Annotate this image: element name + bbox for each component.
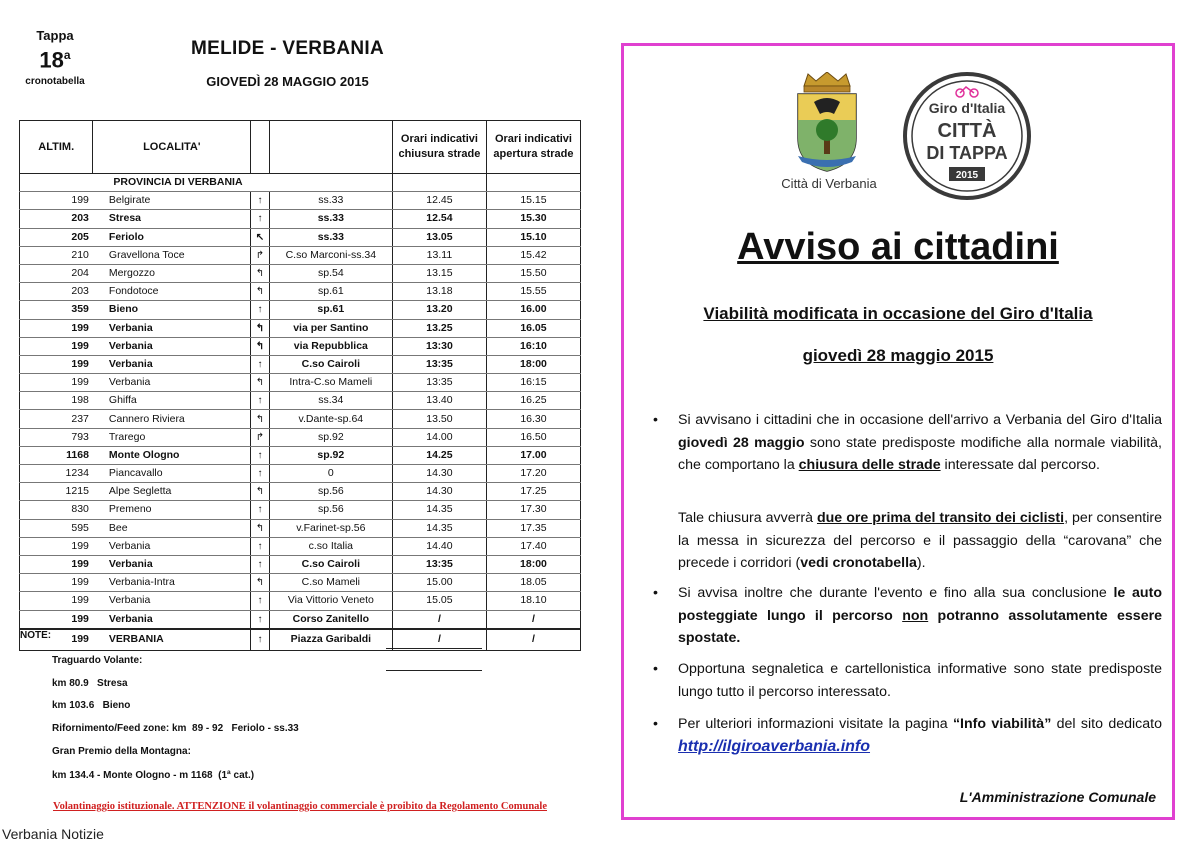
table-row	[20, 592, 581, 610]
street-cell: ss.33	[269, 192, 392, 210]
location-cell: Mergozzo	[93, 264, 251, 282]
divider	[386, 648, 482, 649]
altitude-cell: 203	[20, 283, 93, 301]
location-cell: Bee	[93, 519, 251, 537]
street-cell: sp.54	[269, 264, 392, 282]
street-cell: sp.56	[269, 483, 392, 501]
opening-time-cell: 16:15	[486, 374, 580, 392]
location-cell: Verbania	[93, 537, 251, 555]
altitude-cell: 199	[20, 355, 93, 373]
opening-time-cell: 15.30	[486, 210, 580, 228]
table-row	[20, 465, 581, 483]
opening-time-cell: 17.25	[486, 483, 580, 501]
bullet-icon: •	[653, 661, 658, 677]
route-title: MELIDE - VERBANIA	[191, 38, 384, 59]
table-row	[20, 501, 581, 519]
street-cell: via per Santino	[269, 319, 392, 337]
altitude-cell: 793	[20, 428, 93, 446]
street-cell: ss.33	[269, 228, 392, 246]
direction-arrow-icon: ↰	[251, 319, 270, 337]
table-row	[20, 555, 581, 573]
paragraph-parked-cars: • Si avvisa inoltre che durante l'evento e fino alla sua conclusione le auto posteggiate lungo il percorso non potranno assolutamente essere spostate.	[678, 582, 1162, 650]
opening-time-cell: 17.20	[486, 465, 580, 483]
closing-time-cell: 14.30	[392, 483, 486, 501]
altitude-cell: 199	[20, 192, 93, 210]
closing-time-cell: 13.50	[392, 410, 486, 428]
info-link[interactable]: http://ilgiroaverbania.info	[678, 737, 871, 755]
altitude-cell: 359	[20, 301, 93, 319]
opening-time-cell: 15.15	[486, 192, 580, 210]
location-cell: Verbania-Intra	[93, 574, 251, 592]
header-direction	[251, 121, 270, 174]
direction-arrow-icon: ↑	[251, 465, 270, 483]
direction-arrow-icon: ↑	[251, 392, 270, 410]
location-cell: Gravellona Toce	[93, 246, 251, 264]
divider	[386, 670, 482, 671]
closing-time-cell: 15.05	[392, 592, 486, 610]
table-row	[20, 283, 581, 301]
closing-time-cell: 14.25	[392, 446, 486, 464]
table-row	[20, 483, 581, 501]
bullet-icon: •	[653, 585, 658, 601]
signature: L'Amministrazione Comunale	[959, 789, 1156, 805]
closing-time-cell: 13:30	[392, 337, 486, 355]
direction-arrow-icon: ↖	[251, 228, 270, 246]
location-cell: VERBANIA	[93, 629, 251, 651]
altitude-cell: 199	[20, 629, 93, 651]
street-cell: Piazza Garibaldi	[269, 629, 392, 651]
note-km-stresa: km 80.9 Stresa	[52, 678, 128, 689]
altitude-cell: 199	[20, 592, 93, 610]
verbania-crest-icon	[794, 72, 860, 172]
table-row	[20, 410, 581, 428]
bullet-icon: •	[653, 716, 658, 732]
table-row	[20, 337, 581, 355]
location-cell: Verbania	[93, 592, 251, 610]
opening-time-cell: 18:00	[486, 355, 580, 373]
direction-arrow-icon: ↰	[251, 337, 270, 355]
altitude-cell: 198	[20, 392, 93, 410]
location-cell: Fondotoce	[93, 283, 251, 301]
gpm-label: Gran Premio della Montagna:	[52, 746, 191, 757]
street-cell: ss.33	[269, 210, 392, 228]
closing-time-cell: 13.20	[392, 301, 486, 319]
closing-time-cell: 13.18	[392, 283, 486, 301]
direction-arrow-icon: ↑	[251, 501, 270, 519]
location-cell: Alpe Segletta	[93, 483, 251, 501]
closing-time-cell: 12.45	[392, 192, 486, 210]
direction-arrow-icon: ↱	[251, 428, 270, 446]
paragraph-road-closures: • Si avvisano i cittadini che in occasione dell'arrivo a Verbania del Giro d'Italia giovedì 28 maggio sono state predisposte modifiche alla normale viabilità, che comportano la chiusura delle strade interessate dal percorso.	[678, 409, 1162, 477]
location-cell: Ghiffa	[93, 392, 251, 410]
table-row	[20, 574, 581, 592]
opening-time-cell: 15.42	[486, 246, 580, 264]
crest-caption: Città di Verbania	[781, 176, 877, 191]
table-row	[20, 264, 581, 282]
note-feed-zone: Rifornimento/Feed zone: km 89 - 92 Feriolo - ss.33	[52, 723, 299, 734]
direction-arrow-icon: ↱	[251, 246, 270, 264]
street-cell: c.so Italia	[269, 537, 392, 555]
closing-time-cell: 14.40	[392, 537, 486, 555]
closing-time-cell: 13.11	[392, 246, 486, 264]
route-date: GIOVEDÌ 28 MAGGIO 2015	[206, 74, 369, 89]
location-cell: Verbania	[93, 555, 251, 573]
street-cell: C.so Cairoli	[269, 355, 392, 373]
altitude-cell: 1234	[20, 465, 93, 483]
street-cell: via Repubblica	[269, 337, 392, 355]
table-row	[20, 210, 581, 228]
street-cell: Corso Zanitello	[269, 610, 392, 629]
closing-time-cell: 13:35	[392, 555, 486, 573]
closing-time-cell: 13.05	[392, 228, 486, 246]
badge-line2: DI TAPPA	[926, 143, 1008, 163]
street-cell: 0	[269, 465, 392, 483]
direction-arrow-icon: ↑	[251, 301, 270, 319]
location-cell: Belgirate	[93, 192, 251, 210]
notice-title: Avviso ai cittadini	[737, 226, 1059, 268]
notice-date: giovedì 28 maggio 2015	[802, 346, 994, 365]
opening-time-cell: 15.55	[486, 283, 580, 301]
closing-time-cell: 14.35	[392, 519, 486, 537]
location-cell: Stresa	[93, 210, 251, 228]
table-row	[20, 319, 581, 337]
altitude-cell: 210	[20, 246, 93, 264]
altitude-cell: 199	[20, 374, 93, 392]
location-cell: Premeno	[93, 501, 251, 519]
location-cell: Cannero Riviera	[93, 410, 251, 428]
closing-time-cell: 13.25	[392, 319, 486, 337]
street-cell: C.so Mameli	[269, 574, 392, 592]
direction-arrow-icon: ↑	[251, 355, 270, 373]
direction-arrow-icon: ↰	[251, 483, 270, 501]
street-cell: sp.61	[269, 301, 392, 319]
direction-arrow-icon: ↑	[251, 555, 270, 573]
note-km-ologno: km 134.4 - Monte Ologno - m 1168 (1ª cat.)	[52, 770, 255, 781]
table-row	[20, 519, 581, 537]
street-cell: ss.34	[269, 392, 392, 410]
paragraph-signage: • Opportuna segnaletica e cartellonistica informative sono state predisposte lungo tutto il percorso interessato.	[678, 658, 1162, 703]
header-street	[269, 121, 392, 174]
badge-brand: Giro d'Italia	[928, 100, 1006, 116]
header-apertura: Orari indicativi apertura strade	[486, 121, 580, 174]
street-cell: C.so Marconi-ss.34	[269, 246, 392, 264]
final-row	[20, 629, 581, 651]
badge-line1: CITTÀ	[937, 120, 997, 142]
altitude-cell: 199	[20, 555, 93, 573]
direction-arrow-icon: ↰	[251, 264, 270, 282]
altitude-cell: 237	[20, 410, 93, 428]
closing-time-cell: /	[392, 629, 486, 651]
direction-arrow-icon: ↰	[251, 574, 270, 592]
header-localita: LOCALITA'	[93, 121, 251, 174]
location-cell: Verbania	[93, 319, 251, 337]
street-cell: C.so Cairoli	[269, 555, 392, 573]
street-cell: sp.56	[269, 501, 392, 519]
altitude-cell: 203	[20, 210, 93, 228]
altitude-cell: 595	[20, 519, 93, 537]
location-cell: Piancavallo	[93, 465, 251, 483]
closing-time-cell: 12.54	[392, 210, 486, 228]
badge-year: 2015	[955, 170, 979, 181]
altitude-cell: 204	[20, 264, 93, 282]
altitude-cell: 199	[20, 537, 93, 555]
opening-time-cell: 18.10	[486, 592, 580, 610]
location-cell: Bieno	[93, 301, 251, 319]
location-cell: Verbania	[93, 355, 251, 373]
direction-arrow-icon: ↑	[251, 610, 270, 629]
closing-time-cell: 15.00	[392, 574, 486, 592]
closing-time-cell: 13.40	[392, 392, 486, 410]
paragraph-closure-timing: Tale chiusura avverrà due ore prima del transito dei ciclisti, per consentire la messa in sicurezza del percorso e il passaggio della “carovana” che precede i corridori (vedi cronotabella).	[678, 510, 1162, 572]
notes-title: NOTE:	[20, 630, 52, 641]
street-cell: Via Vittorio Veneto	[269, 592, 392, 610]
direction-arrow-icon: ↑	[251, 210, 270, 228]
notice-subtitle: Viabilità modificata in occasione del Giro d'Italia	[703, 304, 1093, 323]
direction-arrow-icon: ↰	[251, 410, 270, 428]
stage-badge	[14, 28, 96, 87]
location-cell: Verbania	[93, 610, 251, 629]
opening-time-cell: 16.25	[486, 392, 580, 410]
table-row	[20, 192, 581, 210]
opening-time-cell: 16.50	[486, 428, 580, 446]
altitude-cell: 1168	[20, 446, 93, 464]
direction-arrow-icon: ↰	[251, 519, 270, 537]
opening-time-cell: 15.10	[486, 228, 580, 246]
closing-time-cell: 13:35	[392, 355, 486, 373]
tappa-number: 18$^a$	[39, 47, 71, 73]
table-row	[20, 246, 581, 264]
disclaimer: Volantinaggio istituzionale. ATTENZIONE il volantinaggio commerciale è proibito da Regolamento Comunale	[52, 801, 547, 812]
closing-time-cell: 13.15	[392, 264, 486, 282]
bullet-icon: •	[653, 412, 658, 428]
giro-citta-di-tappa-logo-icon	[902, 71, 1032, 201]
traguardo-label: Traguardo Volante:	[52, 655, 143, 666]
direction-arrow-icon: ↰	[251, 374, 270, 392]
schedule-table	[19, 120, 581, 651]
header-altim: ALTIM.	[20, 121, 93, 174]
street-cell: v.Farinet-sp.56	[269, 519, 392, 537]
closing-time-cell: 14.35	[392, 501, 486, 519]
opening-time-cell: 17.30	[486, 501, 580, 519]
opening-time-cell: 16.05	[486, 319, 580, 337]
opening-time-cell: 18:00	[486, 555, 580, 573]
direction-arrow-icon: ↑	[251, 592, 270, 610]
paragraph-more-info: • Per ulteriori informazioni visitate la pagina “Info viabilità” del sito dedicato http://ilgiroaverbania.info	[678, 713, 1162, 758]
province-label: PROVINCIA DI VERBANIA	[93, 174, 393, 192]
opening-time-cell: 18.05	[486, 574, 580, 592]
altitude-cell: 1215	[20, 483, 93, 501]
province-row	[20, 174, 581, 192]
table-row	[20, 537, 581, 555]
note-km-bieno: km 103.6 Bieno	[52, 700, 131, 711]
table-row	[20, 446, 581, 464]
opening-time-cell: 16:10	[486, 337, 580, 355]
opening-time-cell: 16.30	[486, 410, 580, 428]
street-cell: v.Dante-sp.64	[269, 410, 392, 428]
tappa-subtitle: cronotabella	[25, 76, 85, 88]
direction-arrow-icon: ↑	[251, 446, 270, 464]
altitude-cell: 199	[20, 574, 93, 592]
direction-arrow-icon: ↑	[251, 537, 270, 555]
table-row	[20, 610, 581, 629]
table-row	[20, 228, 581, 246]
direction-arrow-icon: ↑	[251, 192, 270, 210]
table-row	[20, 392, 581, 410]
opening-time-cell: 17.35	[486, 519, 580, 537]
location-cell: Monte Ologno	[93, 446, 251, 464]
street-cell: sp.61	[269, 283, 392, 301]
tappa-label: Tappa	[36, 28, 74, 43]
closing-time-cell: 13:35	[392, 374, 486, 392]
street-cell: Intra-C.so Mameli	[269, 374, 392, 392]
table-header	[20, 121, 581, 174]
opening-time-cell: 17.40	[486, 537, 580, 555]
table-row	[20, 428, 581, 446]
location-cell: Trarego	[93, 428, 251, 446]
opening-time-cell: 15.50	[486, 264, 580, 282]
street-cell: sp.92	[269, 428, 392, 446]
opening-time-cell: /	[486, 629, 580, 651]
altitude-cell: 205	[20, 228, 93, 246]
table-row	[20, 301, 581, 319]
direction-arrow-icon: ↑	[251, 629, 270, 651]
altitude-cell: 199	[20, 610, 93, 629]
watermark-credit: Verbania Notizie	[2, 826, 104, 842]
notice-panel	[621, 43, 1175, 820]
location-cell: Verbania	[93, 374, 251, 392]
opening-time-cell: /	[486, 610, 580, 629]
closing-time-cell: /	[392, 610, 486, 629]
location-cell: Verbania	[93, 337, 251, 355]
closing-time-cell: 14.30	[392, 465, 486, 483]
header-chiusura: Orari indicativi chiusura strade	[392, 121, 486, 174]
location-cell: Feriolo	[93, 228, 251, 246]
altitude-cell: 830	[20, 501, 93, 519]
opening-time-cell: 17.00	[486, 446, 580, 464]
street-cell: sp.92	[269, 446, 392, 464]
table-row	[20, 374, 581, 392]
closing-time-cell: 14.00	[392, 428, 486, 446]
direction-arrow-icon: ↰	[251, 283, 270, 301]
altitude-cell: 199	[20, 319, 93, 337]
opening-time-cell: 16.00	[486, 301, 580, 319]
table-row	[20, 355, 581, 373]
altitude-cell: 199	[20, 337, 93, 355]
